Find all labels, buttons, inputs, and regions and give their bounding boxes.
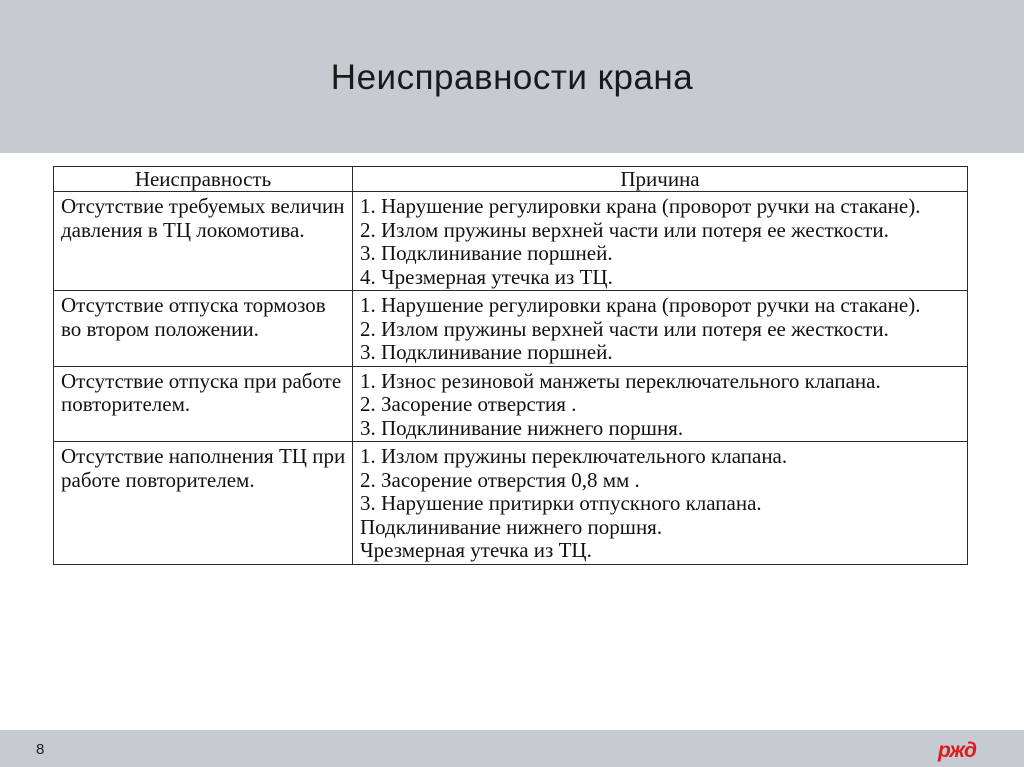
header-cause: Причина — [353, 167, 968, 192]
footer-bar — [0, 730, 1024, 767]
table-header-row — [54, 167, 968, 192]
cause-item: Подклинивание нижнего поршня. — [360, 514, 663, 539]
fault-cell: Отсутствие отпуска тормозов во втором положении. — [54, 291, 353, 367]
cause-cell — [353, 192, 968, 291]
cause-cell — [353, 442, 968, 565]
header-fault: Неисправность — [54, 167, 353, 192]
cause-item: 4. Чрезмерная утечка из ТЦ. — [360, 264, 613, 289]
cause-item: 2. Засорение отверстия . — [360, 392, 577, 416]
fault-cell: Отсутствие наполнения ТЦ при работе повторителем. — [54, 442, 353, 565]
cause-item: 3. Подклинивание нижнего поршня. — [360, 415, 684, 440]
cause-item: 1. Нарушение регулировки крана (проворот ручки на стакане). — [360, 194, 921, 218]
cause-item: Чрезмерная утечка из ТЦ. — [360, 538, 592, 562]
table-row — [54, 366, 968, 442]
cause-item: 1. Излом пружины переключательного клапана. — [360, 444, 788, 468]
cause-item: 3. Нарушение притирки отпускного клапана. — [360, 491, 762, 515]
cause-cell — [353, 291, 968, 367]
cause-item: 1. Износ резиновой манжеты переключательного клапана. — [360, 368, 881, 393]
page-number: 8 — [36, 741, 45, 758]
cause-item: 2. Излом пружины верхней части или потеря ее жесткости. — [360, 217, 889, 242]
fault-cell: Отсутствие отпуска при работе повторителем. — [54, 366, 353, 442]
table-row — [54, 192, 968, 291]
slide-title: Неисправности крана — [330, 58, 694, 97]
faults-table — [53, 166, 968, 565]
cause-item: 3. Подклинивание поршней. — [360, 340, 613, 364]
cause-item: 2. Излом пружины верхней части или потеря ее жесткости. — [360, 316, 889, 341]
cause-item: 2. Засорение отверстия 0,8 мм . — [360, 467, 640, 492]
cause-item: 3. Подклинивание поршней. — [360, 241, 613, 265]
table-row — [54, 442, 968, 565]
cause-cell — [353, 366, 968, 442]
fault-cell: Отсутствие требуемых величин давления в ТЦ локомотива. — [54, 192, 353, 291]
table-row — [54, 291, 968, 367]
rzd-logo: ржд — [938, 739, 976, 762]
cause-item: 1. Нарушение регулировки крана (проворот ручки на стакане). — [360, 293, 921, 317]
